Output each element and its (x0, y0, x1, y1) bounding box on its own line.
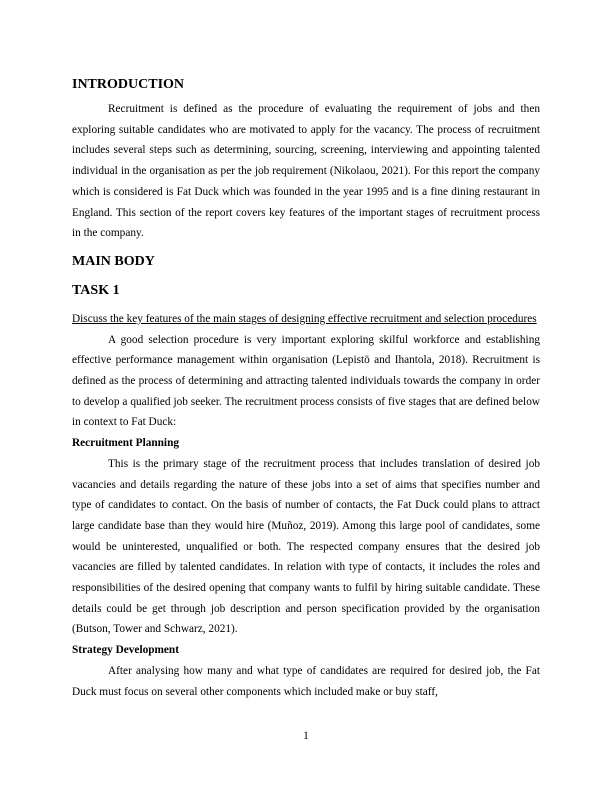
task-1-heading: TASK 1 (72, 282, 120, 298)
recruitment-planning-paragraph: This is the primary stage of the recruitment process that includes translation of desired job vacancies and details regarding the nature of these jobs into a set of aims that specifies number and type of candidates to contact. On the basis of number of contacts, the Fat Duck could plans to attract large candidate base than they would hire (Muñoz, 2019). Among this large pool of candidates, some would be uninterested, unqualified or both. The respected company ensures that the desired job vacancies are filled by talented candidates. In relation with type of contacts, it includes the roles and responsibilities of the desired opening that company wants to fulfil by hiring suitable candidate. These details could be get through job description and person specification provided by the organisation (Butson, Tower and Schwarz, 2021). (72, 457, 540, 636)
document-page (72, 76, 540, 702)
recruitment-planning-heading: Recruitment Planning (72, 437, 180, 450)
task-question: Discuss the key features of the main stages of designing effective recruitment and selection procedures (72, 312, 537, 325)
main-body-heading: MAIN BODY (72, 253, 155, 269)
strategy-development-paragraph: After analysing how many and what type of candidates are required for desired job, the Fat Duck must focus on several other components which included make or buy staff, (72, 664, 540, 698)
strategy-development-heading: Strategy Development (72, 644, 179, 657)
page-number: 1 (303, 730, 309, 742)
task-paragraph: A good selection procedure is very important exploring skilful workforce and establishing effective performance management within organisation (Lepistö and Ihantola, 2018). Recruitment is defined as the process of determining and attracting talented individuals towards the company in order to develop a qualified job seeker. The recruitment process consists of five stages that are defined below in context to Fat Duck: (72, 333, 540, 429)
introduction-heading: INTRODUCTION (72, 77, 185, 92)
introduction-paragraph: Recruitment is defined as the procedure of evaluating the requirement of jobs and then exploring suitable candidates who are motivated to apply for the vacancy. The process of recruitment includes several steps such as determining, sourcing, screening, interviewing and appointing talented individual in the organisation as per the job requirement (Nikolaou, 2021). For this report the company which is considered is Fat Duck which was founded in the year 1995 and is a fine dining restaurant in England. This section of the report covers key features of the important stages of recruitment process in the company. (72, 103, 540, 240)
